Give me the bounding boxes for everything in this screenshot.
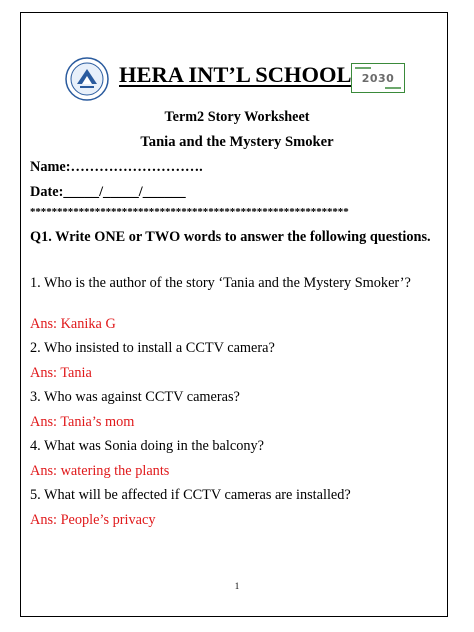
vision-2030-logo bbox=[351, 63, 405, 93]
date-field[interactable]: Date:_____/_____/______ bbox=[30, 184, 186, 200]
vision-logo-text: 2030 bbox=[361, 72, 395, 85]
answer-5: Ans: People’s privacy bbox=[30, 512, 156, 528]
question-2: 2. Who insisted to install a CCTV camera? bbox=[30, 340, 275, 356]
answer-1: Ans: Kanika G bbox=[30, 316, 116, 332]
page-number: 1 bbox=[234, 581, 240, 591]
name-field[interactable]: Name:………………………. bbox=[30, 159, 203, 175]
separator-line: *********************************************************** bbox=[30, 206, 349, 218]
answer-2: Ans: Tania bbox=[30, 365, 92, 381]
section-heading: Q1. Write ONE or TWO words to answer the following questions. bbox=[30, 229, 431, 245]
school-name: HERA INT’L SCHOOL bbox=[119, 62, 352, 87]
school-emblem-icon bbox=[65, 57, 109, 101]
question-5: 5. What will be affected if CCTV cameras are installed? bbox=[30, 487, 351, 503]
worksheet-subtitle: Term2 Story Worksheet bbox=[164, 109, 310, 125]
question-3: 3. Who was against CCTV cameras? bbox=[30, 389, 240, 405]
answer-3: Ans: Tania’s mom bbox=[30, 414, 135, 430]
question-4: 4. What was Sonia doing in the balcony? bbox=[30, 438, 264, 454]
question-1: 1. Who is the author of the story ‘Tania and the Mystery Smoker’? bbox=[30, 275, 411, 291]
answer-4: Ans: watering the plants bbox=[30, 463, 170, 479]
worksheet-title: Tania and the Mystery Smoker bbox=[140, 134, 334, 150]
